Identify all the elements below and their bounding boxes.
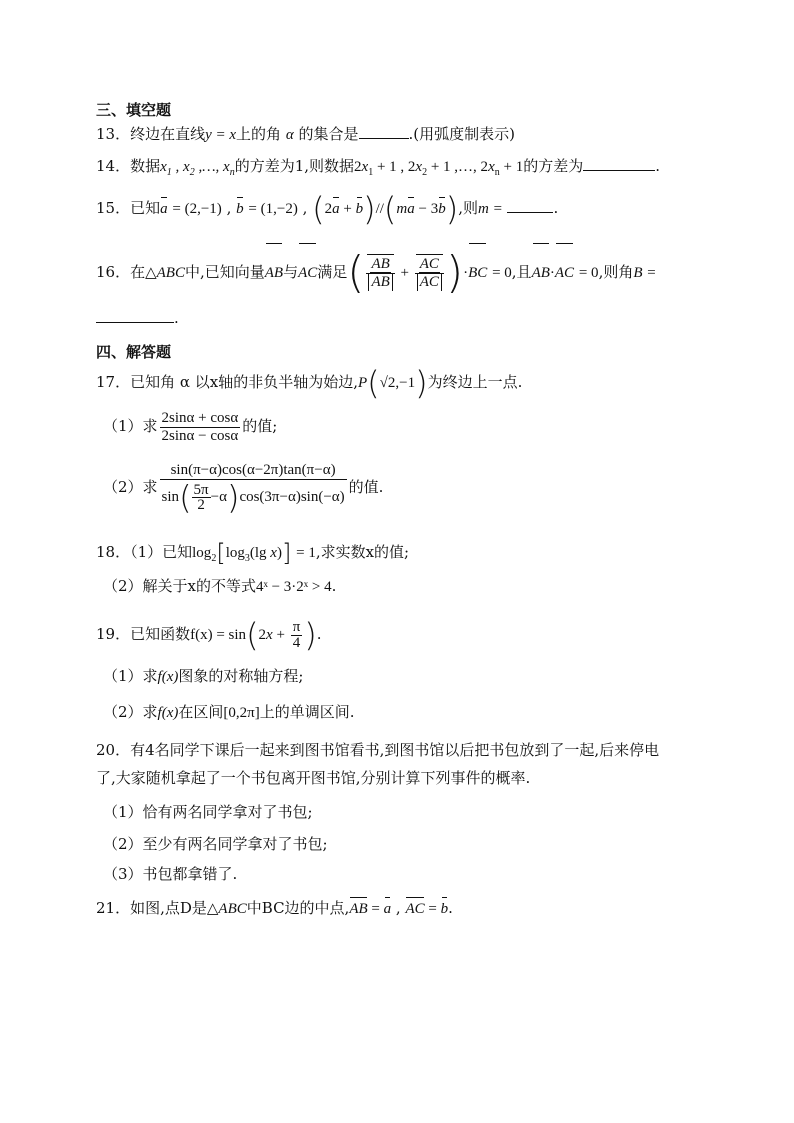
question-20-part-2: （2）至少有两名同学拿对了书包; [103, 835, 328, 853]
question-15: 15．已知a = (2,−1) , b = (1,−2) , (2a + b)//(ma − 3b),则m = . [96, 190, 559, 228]
question-20-line-2: 了,大家随机拿起了一个书包离开图书馆,分别计算下列事件的概率. [96, 769, 531, 787]
question-21: 21．如图,点D是△ABC中BC边的中点,AB = a , AC = b. [96, 899, 453, 917]
answer-blank [359, 124, 409, 139]
question-16-blank-line: . [96, 308, 179, 328]
question-19: 19．已知函数f(x) = sin(2x + $\frac{\pi}{4}$ ). [96, 616, 322, 654]
answer-blank [583, 156, 655, 171]
question-20-part-1: （1）恰有两名同学拿对了书包; [103, 803, 313, 821]
section-heading-fill-blank: 三、填空题 [96, 101, 172, 119]
question-13: 13．终边在直线y = x上的角 α 的集合是 .(用弧度制表示) [96, 125, 515, 143]
question-17-part-1: （1）求 $\frac{2\sin\alpha + \cos\alpha}{2\sin\alpha - \cos\alpha}$ 的值; [103, 409, 278, 444]
answer-blank [96, 308, 174, 323]
question-19-part-1: （1）求f(x)图象的对称轴方程; [103, 667, 304, 685]
question-18-part-2: （2）解关于x的不等式4ˣ − 3·2ˣ > 4. [103, 577, 337, 595]
question-17: 17．已知角 α 以x轴的非负半轴为始边,P(√2,−1)为终边上一点. [96, 364, 523, 402]
answer-blank [507, 198, 553, 213]
question-19-part-2: （2）求f(x)在区间[0,2π]上的单调区间. [103, 703, 355, 721]
question-14: 14．数据$x_1$ , $x_2$ ,…, $x_n$的方差为1,则数据$2x_1 + 1$ , $2x_2 + 1$ ,…, $2x_n + 1$的方差为 . [96, 157, 660, 178]
question-16: 16．在△ABC中,已知向量AB与AC满足( $\frac{AB}{AB}$ + $\frac{AC}{AC}$ )·BC = 0,且AB·AC = 0,则角B = [96, 244, 656, 300]
question-17-part-2: （2）求 sin(π−α)cos(α−2π)tan(π−α) sin( $\frac{5\pi}{2}$ −α)cos(3π−α)sin(−α) 的值. [103, 462, 384, 517]
section-heading-solve: 四、解答题 [96, 343, 172, 361]
question-20-line-1: 20．有4名同学下课后一起来到图书馆看书,到图书馆以后把书包放到了一起,后来停电 [96, 741, 660, 759]
question-18-part-1: 18．（1）已知$\log_2[\log_3(\lg$ x)] = 1,求实数x的值; [96, 539, 410, 567]
question-20-part-3: （3）书包都拿错了. [103, 865, 238, 883]
